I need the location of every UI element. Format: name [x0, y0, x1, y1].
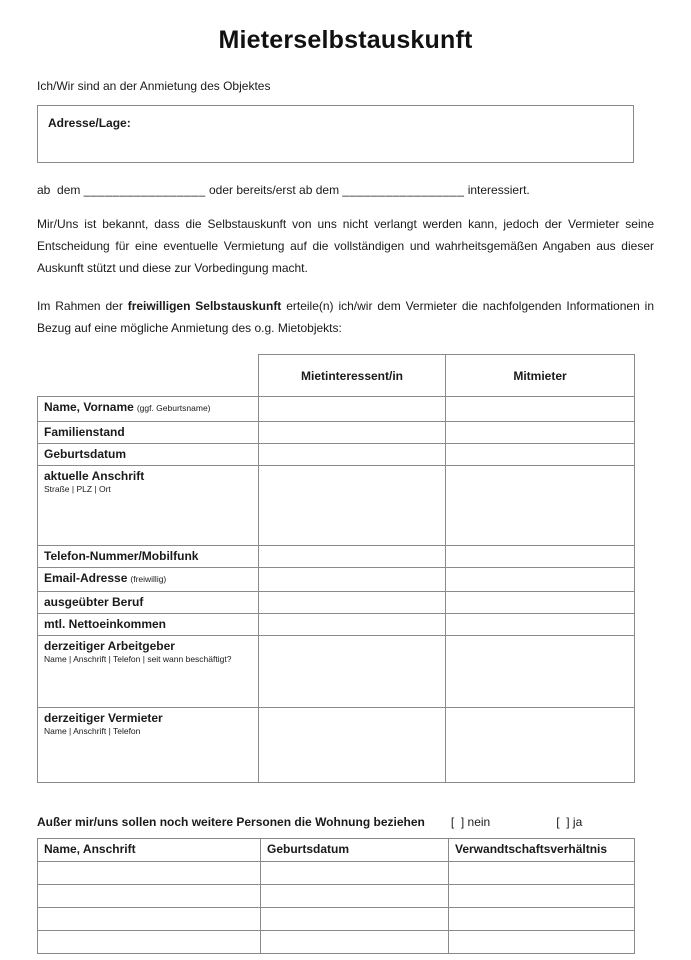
arbeitgeber-mitmieter-cell[interactable] — [446, 636, 635, 708]
persons-name-cell[interactable] — [38, 862, 261, 885]
geburtsdatum-interessent-cell[interactable] — [259, 444, 446, 466]
table-header-row — [38, 355, 635, 397]
beruf-interessent-cell[interactable] — [259, 592, 446, 614]
telefon-interessent-cell[interactable] — [259, 546, 446, 568]
anschrift-mitmieter-cell[interactable] — [446, 466, 635, 546]
row-label-nettoeinkommen — [38, 614, 259, 636]
table-row-beruf — [38, 592, 635, 614]
date-line-text-3: interessiert. — [464, 183, 530, 197]
intro-text: Ich/Wir sind an der Anmietung des Objektes — [37, 79, 271, 93]
date-blank-1[interactable]: _________________ — [83, 183, 206, 197]
geburtsdatum-mitmieter-cell[interactable] — [446, 444, 635, 466]
persons-header-name: Name, Anschrift — [38, 839, 261, 862]
familienstand-mitmieter-cell[interactable] — [446, 422, 635, 444]
persons-row — [38, 908, 635, 931]
name-mitmieter-cell[interactable] — [446, 397, 635, 422]
row-label-note: (ggf. Geburtsname) — [136, 403, 211, 413]
row-label-text: Telefon-Nummer/Mobilfunk — [44, 549, 199, 563]
persons-name-cell[interactable] — [38, 908, 261, 931]
table-row-name — [38, 397, 635, 422]
date-line-text-1: ab dem — [37, 183, 84, 197]
additional-persons-row — [37, 815, 654, 829]
persons-row — [38, 885, 635, 908]
table-row-arbeitgeber — [38, 636, 635, 708]
row-label-arbeitgeber — [38, 636, 259, 708]
applicant-info-table — [37, 354, 635, 783]
vermieter-mitmieter-cell[interactable] — [446, 708, 635, 783]
row-label-text: Email-Adresse — [44, 571, 128, 585]
persons-row — [38, 862, 635, 885]
date-line-text-2: oder bereits/erst ab dem — [205, 183, 343, 197]
email-interessent-cell[interactable] — [259, 568, 446, 592]
table-row-familienstand — [38, 422, 635, 444]
address-label: Adresse/Lage: — [48, 116, 131, 130]
table-row-email — [38, 568, 635, 592]
row-label-familienstand — [38, 422, 259, 444]
row-label-text: mtl. Nettoeinkommen — [44, 617, 167, 631]
row-label-geburtsdatum — [38, 444, 259, 466]
row-label-name — [38, 397, 259, 422]
row-label-vermieter — [38, 708, 259, 783]
row-label-telefon — [38, 546, 259, 568]
name-interessent-cell[interactable] — [259, 397, 446, 422]
additional-persons-question: Außer mir/uns sollen noch weitere Personen die Wohnung beziehen — [37, 815, 425, 829]
persons-geburtsdatum-cell[interactable] — [261, 908, 449, 931]
address-input-box[interactable] — [37, 105, 634, 163]
voluntary-paragraph — [37, 295, 654, 339]
disclosure-paragraph: Mir/Uns ist bekannt, dass die Selbstauskunft von uns nicht verlangt werden kann, jedoch der Vermieter seine Entscheidung für eine eventuelle Vermietung auf die vollständigen und wahrheitsgemäßen Angaben aus dieser Auskunft stützt und diese zur Vorbedingung macht. — [37, 217, 654, 275]
nettoeinkommen-mitmieter-cell[interactable] — [446, 614, 635, 636]
persons-verwandtschaft-cell[interactable] — [449, 908, 635, 931]
persons-verwandtschaft-cell[interactable] — [449, 885, 635, 908]
persons-geburtsdatum-cell[interactable] — [261, 885, 449, 908]
persons-name-cell[interactable] — [38, 931, 261, 954]
row-label-text: derzeitiger Vermieter — [44, 711, 163, 725]
page-title: Mieterselbstauskunft — [218, 26, 473, 54]
row-label-text: Familienstand — [44, 425, 125, 439]
persons-verwandtschaft-cell[interactable] — [449, 862, 635, 885]
nein-checkbox[interactable]: [ ] — [450, 815, 465, 829]
persons-geburtsdatum-cell[interactable] — [261, 931, 449, 954]
row-label-note: (freiwillig) — [130, 574, 167, 584]
email-mitmieter-cell[interactable] — [446, 568, 635, 592]
row-label-note: Name | Anschrift | Telefon | seit wann beschäftigt? — [44, 654, 232, 664]
persons-name-cell[interactable] — [38, 885, 261, 908]
table-row-nettoeinkommen — [38, 614, 635, 636]
persons-header-verwandtschaft: Verwandtschaftsverhältnis — [449, 839, 635, 862]
arbeitgeber-interessent-cell[interactable] — [259, 636, 446, 708]
persons-verwandtschaft-cell[interactable] — [449, 931, 635, 954]
voluntary-paragraph-bold: freiwilligen Selbstauskunft — [127, 299, 282, 313]
voluntary-paragraph-pre: Im Rahmen der — [37, 299, 128, 313]
date-blank-2[interactable]: _________________ — [342, 183, 465, 197]
nettoeinkommen-interessent-cell[interactable] — [259, 614, 446, 636]
persons-row — [38, 931, 635, 954]
row-label-text: ausgeübter Beruf — [44, 595, 144, 609]
persons-geburtsdatum-cell[interactable] — [261, 862, 449, 885]
table-row-geburtsdatum — [38, 444, 635, 466]
vermieter-interessent-cell[interactable] — [259, 708, 446, 783]
anschrift-interessent-cell[interactable] — [259, 466, 446, 546]
row-label-email — [38, 568, 259, 592]
beruf-mitmieter-cell[interactable] — [446, 592, 635, 614]
telefon-mitmieter-cell[interactable] — [446, 546, 635, 568]
checkbox-option-nein[interactable] — [451, 815, 490, 829]
row-label-text: aktuelle Anschrift — [44, 469, 145, 483]
row-label-beruf — [38, 592, 259, 614]
row-label-text: Name, Vorname — [44, 400, 134, 414]
ja-label: ja — [569, 815, 583, 829]
row-label-text: Geburtsdatum — [44, 447, 127, 461]
table-row-anschrift — [38, 466, 635, 546]
persons-table-header-row — [38, 839, 635, 862]
header-mitmieter: Mitmieter — [446, 355, 635, 397]
nein-label: nein — [464, 815, 491, 829]
row-label-text: derzeitiger Arbeitgeber — [44, 639, 175, 653]
voluntary-paragraph-post: erteile(n) ich/wir dem Vermieter die nachfolgenden Informationen in Bezug auf eine mögliche Anmietung des o.g. Mietobjekts: — [37, 299, 654, 335]
row-label-anschrift — [38, 466, 259, 546]
date-line — [37, 183, 654, 197]
row-label-note: Name | Anschrift | Telefon — [44, 726, 141, 736]
persons-header-geburtsdatum: Geburtsdatum — [261, 839, 449, 862]
additional-persons-table — [37, 838, 635, 954]
familienstand-interessent-cell[interactable] — [259, 422, 446, 444]
ja-checkbox[interactable]: [ ] — [556, 815, 570, 829]
table-row-vermieter — [38, 708, 635, 783]
header-empty-cell — [38, 355, 259, 397]
row-label-note: Straße | PLZ | Ort — [44, 484, 111, 494]
checkbox-option-ja[interactable] — [556, 815, 582, 829]
header-mietinteressent: Mietinteressent/in — [259, 355, 446, 397]
table-row-telefon — [38, 546, 635, 568]
